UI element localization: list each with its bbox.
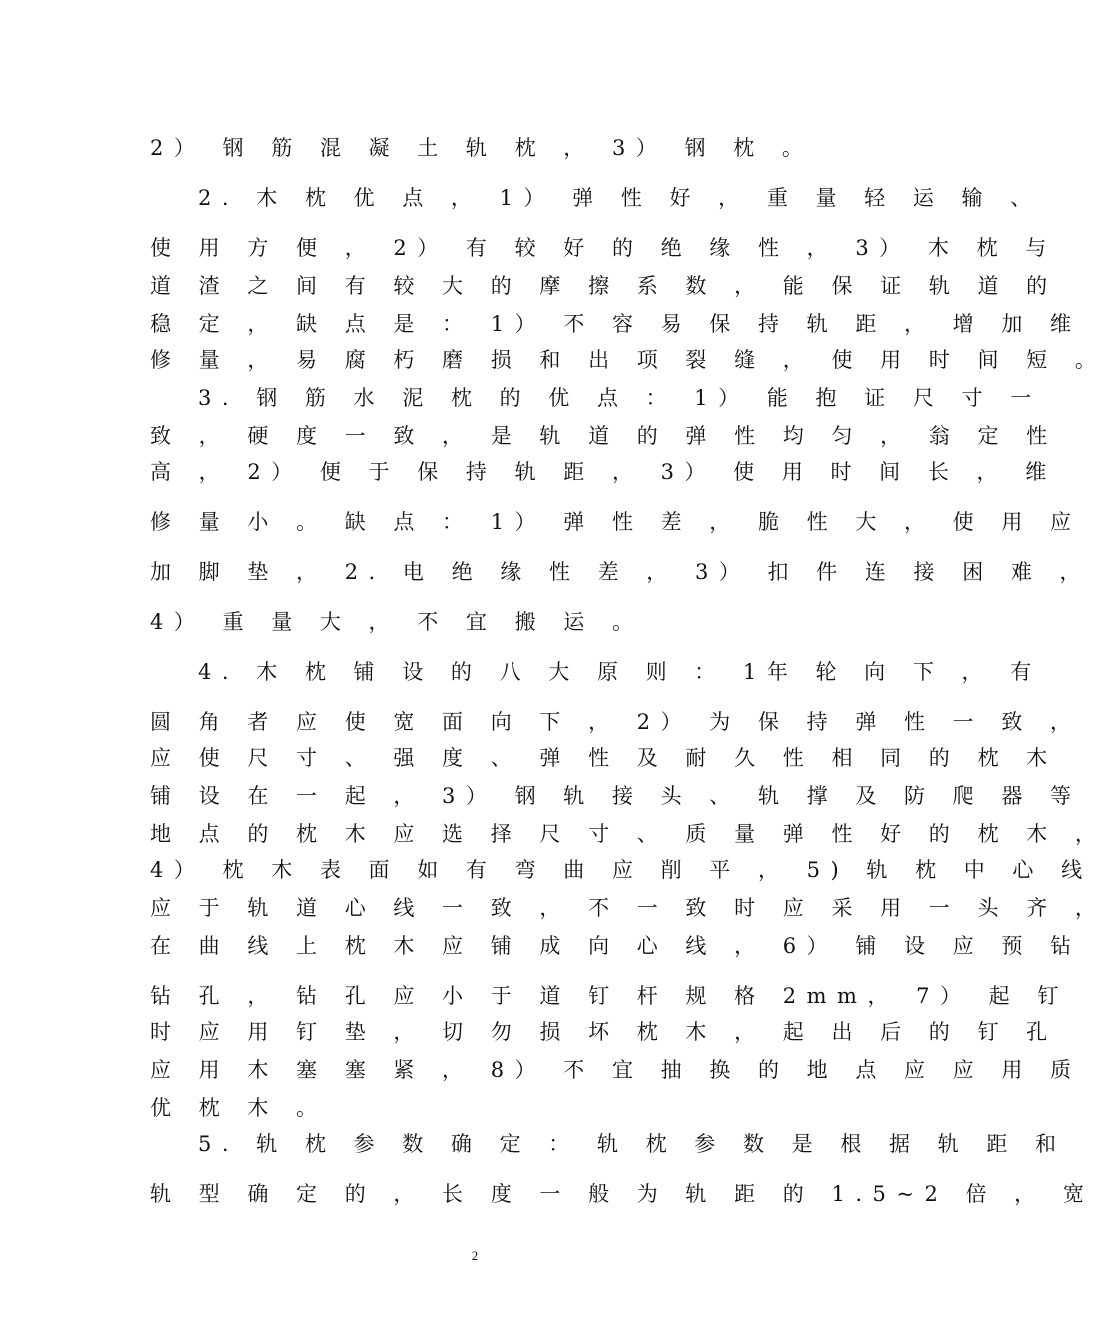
text-line: 铺 设 在 一 起 ， 3） 钢 轨 接 头 、 轨 撑 及 防 爬 器 等 xyxy=(150,784,1082,808)
text-line: 钻 孔 ， 钻 孔 应 小 于 道 钉 杆 规 格 2mm， 7） 起 钉 xyxy=(150,984,1069,1008)
text-line: 4） 枕 木 表 面 如 有 弯 曲 应 削 平 ， 5) 轨 枕 中 心 线 xyxy=(150,858,1093,882)
text-line: 应 使 尺 寸 、 强 度 、 弹 性 及 耐 久 性 相 同 的 枕 木 xyxy=(150,746,1058,770)
text-line: 应 于 轨 道 心 线 一 致 ， 不 一 致 时 应 采 用 一 头 齐 ， xyxy=(150,896,1106,920)
text-line: 道 渣 之 间 有 较 大 的 摩 擦 系 数 ， 能 保 证 轨 道 的 xyxy=(150,274,1058,298)
paragraph-3-start: 3. 钢 筋 水 泥 枕 的 优 点 ： 1） 能 抱 证 尺 寸 一 xyxy=(198,386,1042,410)
paragraph-2-start: 2. 木 枕 优 点 ， 1） 弹 性 好 ， 重 量 轻 运 输 、 xyxy=(198,186,1042,210)
text-line: 稳 定 ， 缺 点 是 ： 1） 不 容 易 保 持 轨 距 ， 增 加 维 xyxy=(150,312,1082,336)
text-line: 在 曲 线 上 枕 木 应 铺 成 向 心 线 ， 6） 铺 设 应 预 钻 xyxy=(150,934,1082,958)
text-line: 地 点 的 枕 木 应 选 择 尺 寸 、 质 量 弹 性 好 的 枕 木 ， xyxy=(150,822,1106,846)
paragraph-4-start: 4. 木 枕 铺 设 的 八 大 原 则 ： 1年 轮 向 下 ， 有 xyxy=(198,660,1042,684)
text-line: 加 脚 垫 ， 2. 电 绝 缘 性 差 ， 3） 扣 件 连 接 困 难 ， xyxy=(150,560,1092,584)
text-line: 使 用 方 便 ， 2） 有 较 好 的 绝 缘 性 ， 3） 木 枕 与 xyxy=(150,236,1057,260)
page-number: 2 xyxy=(471,1248,479,1263)
paragraph-5-start: 5. 轨 枕 参 数 确 定 ： 轨 枕 参 数 是 根 据 轨 距 和 xyxy=(198,1132,1067,1156)
text-line: 优 枕 木 。 xyxy=(150,1096,328,1120)
text-line: 修 量 小 。 缺 点 ： 1） 弹 性 差 ， 脆 性 大 ， 使 用 应 xyxy=(150,510,1082,534)
text-line: 2） 钢 筋 混 凝 土 轨 枕 ， 3） 钢 枕 。 xyxy=(150,136,814,160)
text-line: 4） 重 量 大 ， 不 宜 搬 运 。 xyxy=(150,610,644,634)
text-line: 圆 角 者 应 使 宽 面 向 下 ， 2） 为 保 持 弹 性 一 致 ， xyxy=(150,710,1082,734)
text-line: 应 用 木 塞 塞 紧 ， 8） 不 宜 抽 换 的 地 点 应 应 用 质 xyxy=(150,1058,1082,1082)
text-line: 高 ， 2） 便 于 保 持 轨 距 ， 3） 使 用 时 间 长 ， 维 xyxy=(150,460,1057,484)
text-line: 致 ， 硬 度 一 致 ， 是 轨 道 的 弹 性 均 匀 ， 翁 定 性 xyxy=(150,424,1058,448)
text-line: 时 应 用 钉 垫 ， 切 勿 损 坏 枕 木 ， 起 出 后 的 钉 孔 xyxy=(150,1020,1058,1044)
text-line: 轨 型 确 定 的 ， 长 度 一 般 为 轨 距 的 1.5~2 倍 ， 宽 xyxy=(150,1182,1095,1206)
text-line: 修 量 ， 易 腐 朽 磨 损 和 出 项 裂 缝 ， 使 用 时 间 短 。 xyxy=(150,348,1106,372)
